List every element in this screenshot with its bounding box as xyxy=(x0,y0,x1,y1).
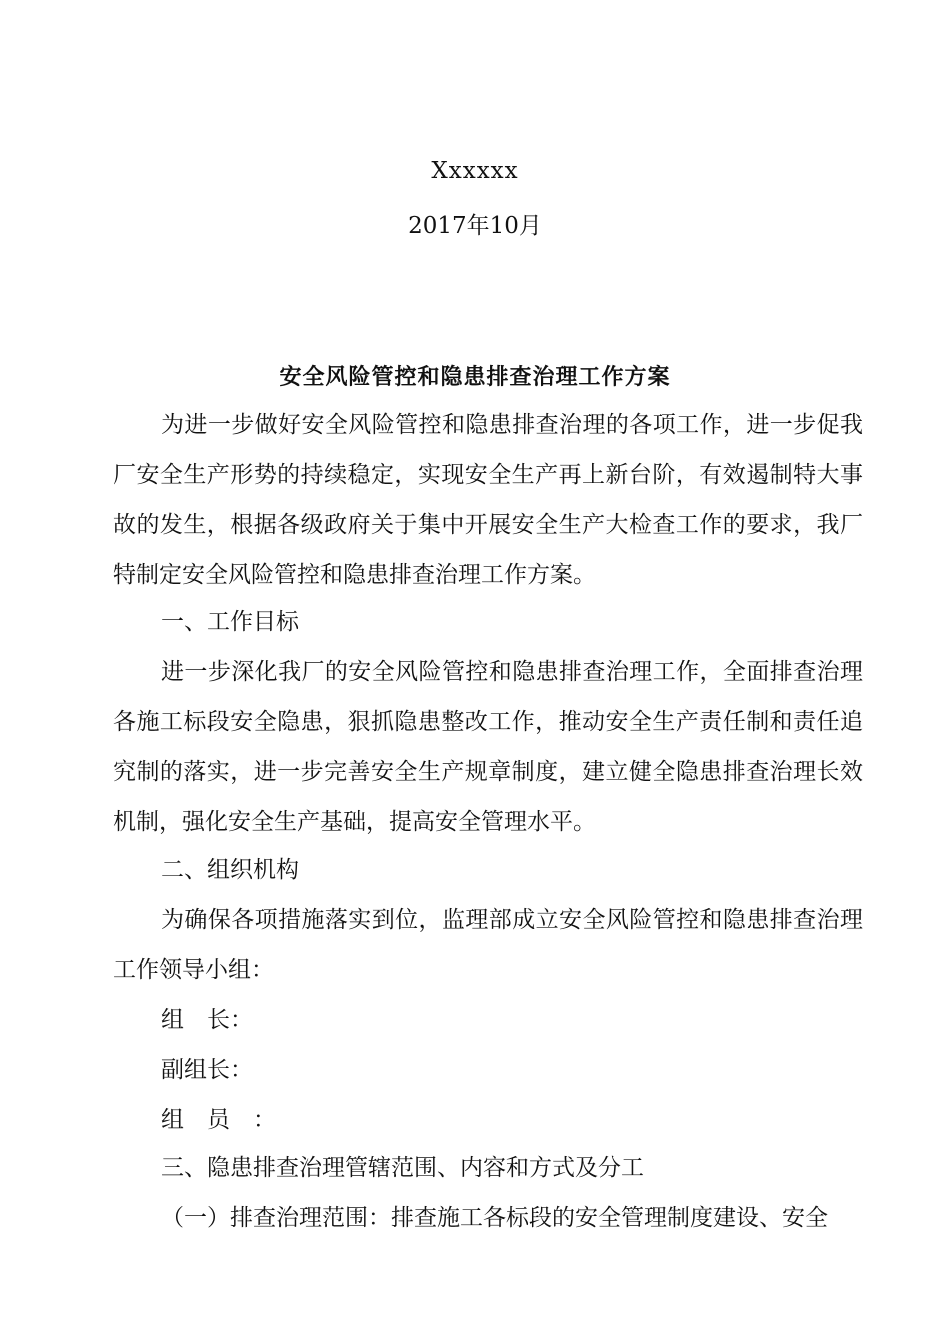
document-title: 安全风险管控和隐患排查治理工作方案 xyxy=(279,364,671,390)
cover-company-name: Xxxxxx xyxy=(431,158,519,184)
scope-item-1: （一）排查治理范围：排查施工各标段的安全管理制度建设、安全 xyxy=(161,1205,828,1231)
deputy-leader-label: 副组长： xyxy=(161,1057,253,1083)
section-heading-goals: 一、工作目标 xyxy=(161,609,299,635)
goals-paragraph: 进一步深化我厂的安全风险管控和隐患排查治理工作，全面排查治理各施工标段安全隐患，狠抓隐患整改工作，推动安全生产责任制和责任追究制的落实，进一步完善安全生产规章制度，建立健全隐患排查治理长效机制，强化安全生产基础，提高安全管理水平。 xyxy=(113,659,863,835)
organization-paragraph: 为确保各项措施落实到位，监理部成立安全风险管控和隐患排查治理工作领导小组： xyxy=(113,907,863,983)
leader-label: 组 长： xyxy=(161,1007,253,1033)
cover-date: 2017年10月 xyxy=(408,213,542,239)
section-heading-organization: 二、组织机构 xyxy=(161,857,299,883)
member-label: 组 员 ： xyxy=(161,1107,276,1133)
section-heading-scope: 三、隐患排查治理管辖范围、内容和方式及分工 xyxy=(161,1155,644,1181)
intro-paragraph: 为进一步做好安全风险管控和隐患排查治理的各项工作，进一步促我厂安全生产形势的持续稳定，实现安全生产再上新台阶，有效遏制特大事故的发生，根据各级政府关于集中开展安全生产大检查工作的要求，我厂特制定安全风险管控和隐患排查治理工作方案。 xyxy=(113,412,863,588)
